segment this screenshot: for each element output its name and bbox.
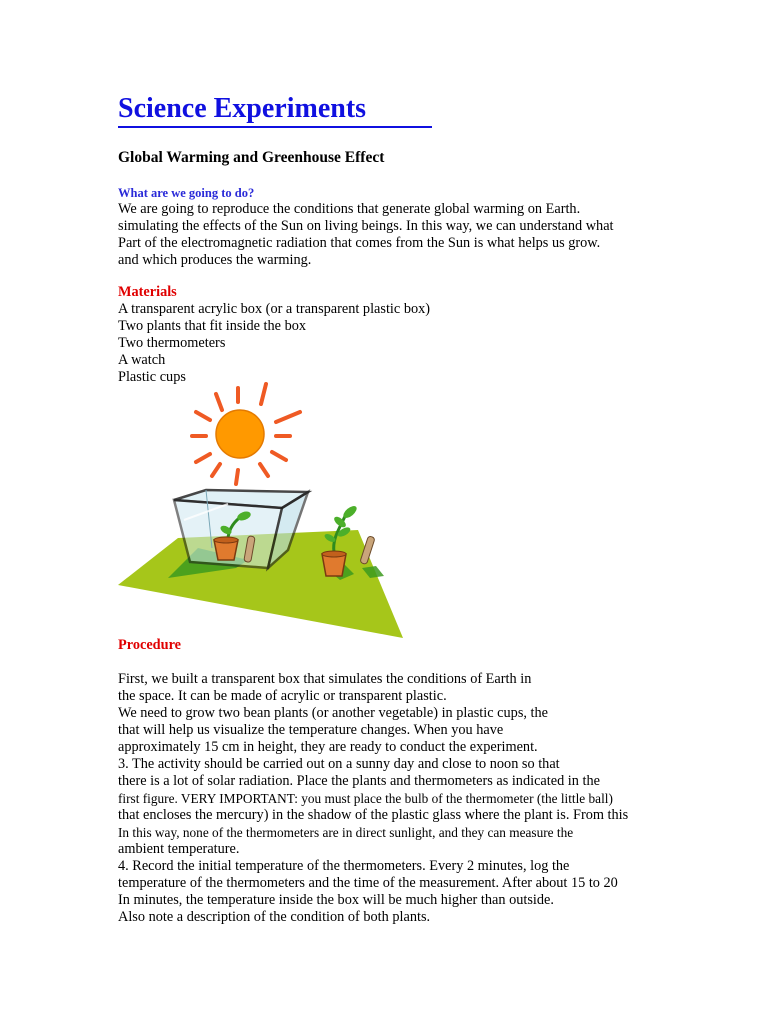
sun-icon bbox=[216, 410, 264, 458]
materials-heading: Materials bbox=[118, 284, 177, 300]
procedure-line: that will help us visualize the temperature changes. When you have bbox=[118, 722, 504, 738]
page-subtitle: Global Warming and Greenhouse Effect bbox=[118, 149, 385, 166]
intro-line: simulating the effects of the Sun on living beings. In this way, we can understand what bbox=[118, 218, 614, 234]
materials-section bbox=[118, 284, 658, 386]
procedure-line: ambient temperature. bbox=[118, 841, 240, 857]
procedure-line: temperature of the thermometers and the time of the measurement. After about 15 to 20 bbox=[118, 875, 618, 891]
page-title[interactable]: Science Experiments bbox=[118, 92, 432, 128]
intro-question: What are we going to do? bbox=[118, 186, 255, 200]
procedure-line: there is a lot of solar radiation. Place the plants and thermometers as indicated in the bbox=[118, 773, 600, 789]
materials-list bbox=[118, 301, 658, 386]
procedure-line: 4. Record the initial temperature of the thermometers. Every 2 minutes, log the bbox=[118, 858, 570, 874]
list-item: A transparent acrylic box (or a transparent plastic box) bbox=[118, 301, 431, 317]
intro-paragraph bbox=[118, 201, 658, 269]
list-item: Two thermometers bbox=[118, 335, 226, 351]
procedure-line: approximately 15 cm in height, they are ready to conduct the experiment. bbox=[118, 739, 538, 755]
procedure-line: In minutes, the temperature inside the box will be much higher than outside. bbox=[118, 892, 554, 908]
intro-line: Part of the electromagnetic radiation that comes from the Sun is what helps us grow. bbox=[118, 235, 601, 251]
list-item: Two plants that fit inside the box bbox=[118, 318, 307, 334]
procedure-heading: Procedure bbox=[118, 637, 181, 653]
intro-line: We are going to reproduce the conditions that generate global warming on Earth. bbox=[118, 201, 581, 217]
procedure-line: first figure. VERY IMPORTANT: you must place the bulb of the thermometer (the little ball) bbox=[118, 791, 613, 806]
list-item: Plastic cups bbox=[118, 369, 186, 385]
procedure-line: 3. The activity should be carried out on a sunny day and close to noon so that bbox=[118, 756, 560, 772]
procedure-paragraph bbox=[118, 671, 718, 926]
list-item: A watch bbox=[118, 352, 166, 368]
procedure-line: the space. It can be made of acrylic or transparent plastic. bbox=[118, 688, 447, 704]
document-page bbox=[118, 92, 658, 386]
procedure-line: that encloses the mercury) in the shadow of the plastic glass where the plant is. From this bbox=[118, 807, 629, 823]
procedure-line: We need to grow two bean plants (or another vegetable) in plastic cups, the bbox=[118, 705, 548, 721]
procedure-line: First, we built a transparent box that simulates the conditions of Earth in bbox=[118, 671, 532, 687]
procedure-line: In this way, none of the thermometers are in direct sunlight, and they can measure the bbox=[118, 825, 574, 840]
greenhouse-illustration bbox=[118, 380, 408, 640]
procedure-line: Also note a description of the condition of both plants. bbox=[118, 909, 431, 925]
intro-line: and which produces the warming. bbox=[118, 252, 312, 268]
